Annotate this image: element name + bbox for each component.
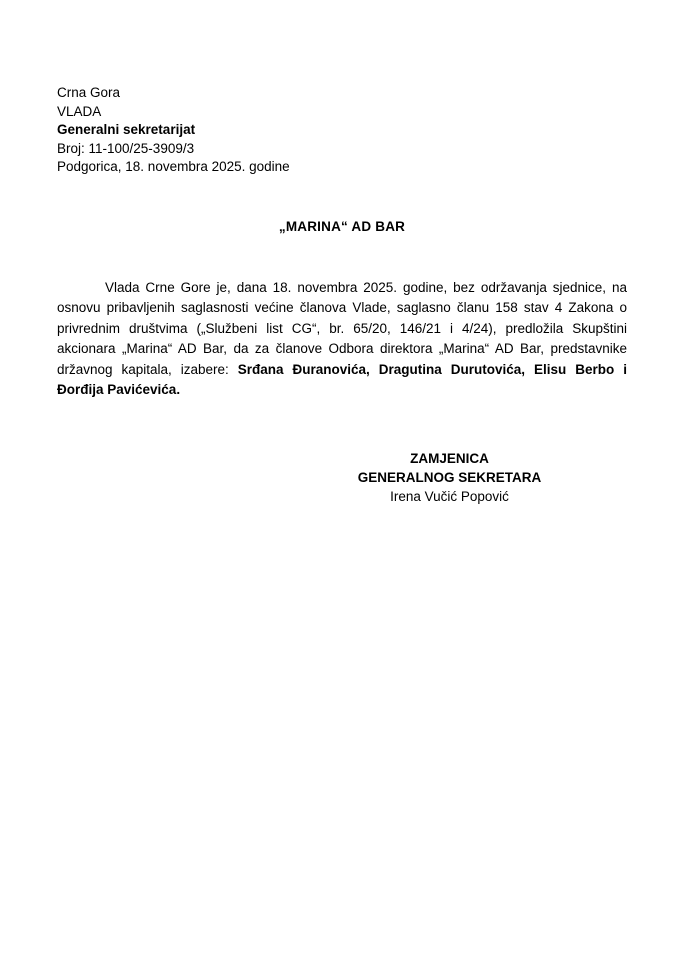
- header-number: Broj: 11-100/25-3909/3: [57, 140, 195, 156]
- document-body: [57, 278, 627, 401]
- signature-role-line1: ZAMJENICA: [410, 450, 489, 466]
- document-header: [57, 84, 627, 177]
- header-department: Generalni sekretarijat: [57, 122, 196, 138]
- signature-block: [272, 449, 627, 506]
- header-institution: VLADA: [57, 103, 102, 119]
- body-paragraph-text: Vlada Crne Gore je, dana 18. novembra 2025. godine, bez održavanja sjednice, na osnovu pribavljenih saglasnosti većine članova Vlade, saglasno članu 158 stav 4 Zakona o privrednim društvima („Službeni list CG“, br. 65/20, 146/21 i 4/24), predložila Skupštini akcionara „Marina“ AD Bar, da za članove Odbora direktora „Marina“ AD Bar, predstavnike državnog kapitala, izabere:: [57, 279, 627, 377]
- signature-role-line2: GENERALNOG SEKRETARA: [357, 469, 542, 485]
- document-title: „MARINA“ AD BAR: [278, 218, 406, 234]
- document-content: [57, 84, 627, 506]
- body-paragraph-names: Srđana Đuranovića, Dragutina Durutovića, Elisu Berbo i Đorđija Pavićevića.: [57, 361, 627, 398]
- header-country: Crna Gora: [57, 85, 121, 100]
- header-place-date: Podgorica, 18. novembra 2025. godine: [57, 159, 290, 175]
- signature-name: Irena Vučić Popović: [390, 488, 509, 504]
